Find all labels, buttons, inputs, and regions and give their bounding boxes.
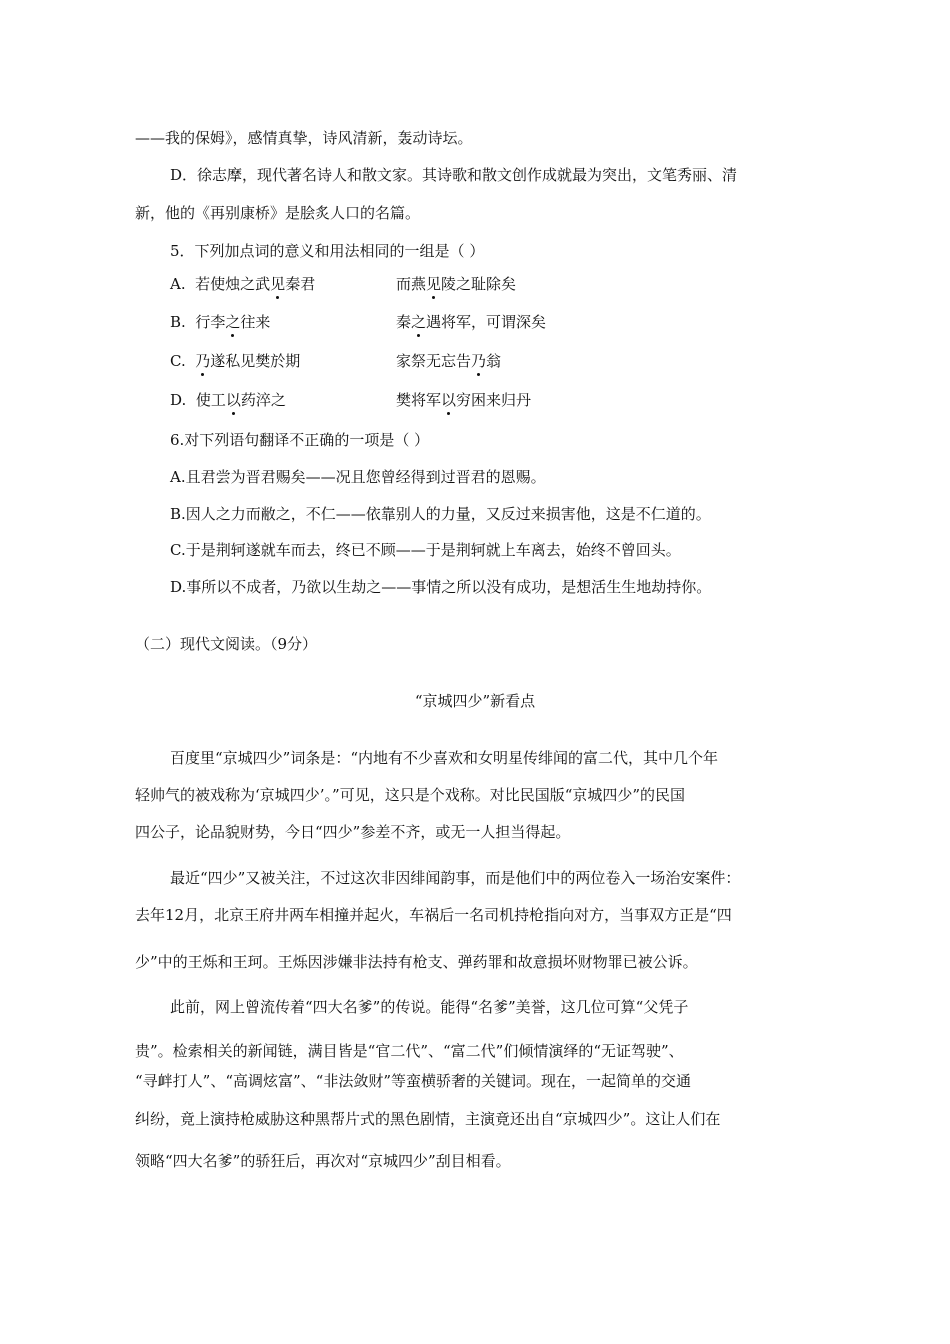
q5-row-c-left: C. 乃遂私见樊於期 (170, 352, 301, 370)
q5-row-d-right: 樊将军以穷困来归丹 (396, 391, 532, 409)
emphasis-dot-char: 见 (270, 275, 286, 293)
emphasis-dot-char: 以 (225, 391, 241, 409)
paragraph-line: 轻帅气的被戏称为‘京城四少’。”可见，这只是个戏称。对比民国版“京城四少”的民国 (135, 786, 686, 804)
paragraph-line: 纠纷，竟上演持枪威胁这种黑帮片式的黑色剧情，主演竟还出自“京城四少”。这让人们在 (135, 1110, 721, 1128)
question-6-stem: 6.对下列语句翻译不正确的一项是（ ） (170, 431, 430, 449)
paragraph-line: 最近“四少”又被关注，不过这次非因绯闻韵事，而是他们中的两位卷入一场治安案件： (170, 869, 741, 887)
q5-row-a-right: 而燕见陵之耻除矣 (396, 275, 517, 293)
article-title: “京城四少”新看点 (414, 692, 536, 710)
emphasis-dot-char: 见 (426, 275, 442, 293)
paragraph-line: 百度里“京城四少”词条是：“内地有不少喜欢和女明星传绯闻的富二代，其中几个年 (170, 749, 719, 767)
q6-option-b: B.因人之力而敝之，不仁——依靠别人的力量，又反过来损害他，这是不仁道的。 (170, 505, 711, 523)
emphasis-dot-char: 之 (225, 313, 241, 331)
intro-line-2: D．徐志摩，现代著名诗人和散文家。其诗歌和散文创作成就最为突出，文笔秀丽、清 (170, 166, 738, 184)
q5-row-b-label: B. (170, 313, 186, 331)
paragraph-line: “寻衅打人”、“高调炫富”、“非法敛财”等蛮横骄奢的关键词。现在，一起简单的交通 (135, 1072, 692, 1090)
paragraph-line: 四公子，论品貌财势，今日“四少”参差不齐，或无一人担当得起。 (135, 823, 571, 841)
q5-row-b-right: 秦之遇将军，可谓深矣 (396, 313, 547, 331)
q5-row-a-label: A. (170, 275, 186, 293)
q5-row-c-label: C. (170, 352, 186, 370)
q5-row-d-label: D. (170, 391, 187, 409)
paragraph-line: 贵”。检索相关的新闻链，满目皆是“官二代”、“富二代”们倾情演绎的“无证驾驶”、 (135, 1042, 684, 1060)
section-header: （二）现代文阅读。（9分） (135, 635, 318, 653)
q5-row-a-left: A. 若使烛之武见秦君 (170, 275, 316, 293)
question-5-stem: 5．下列加点词的意义和用法相同的一组是（ ） (170, 242, 485, 260)
q6-option-c: C.于是荆轲遂就车而去，终已不顾——于是荆轲就上车离去，始终不曾回头。 (170, 541, 681, 559)
paragraph-line: 领略“四大名爹”的骄狂后，再次对“京城四少”刮目相看。 (135, 1152, 511, 1170)
q5-row-d-left: D. 使工以药淬之 (170, 391, 286, 409)
q6-option-d: D.事所以不成者，乃欲以生劫之——事情之所以没有成功，是想活生生地劫持你。 (170, 578, 712, 596)
q5-row-b-left: B. 行李之往来 (170, 313, 271, 331)
emphasis-dot-char: 之 (411, 313, 427, 331)
intro-line-1: ——我的保姆》，感情真挚，诗风清新，轰动诗坛。 (135, 129, 473, 147)
q6-option-a: A.且君尝为晋君赐矣——况且您曾经得到过晋君的恩赐。 (170, 468, 546, 486)
paragraph-line: 少”中的王烁和王珂。王烁因涉嫌非法持有枪支、弹药罪和故意损坏财物罪已被公诉。 (135, 953, 698, 971)
emphasis-dot-char: 以 (441, 391, 457, 409)
emphasis-dot-char: 乃 (195, 352, 211, 370)
q5-row-c-right: 家祭无忘告乃翁 (396, 352, 502, 370)
paragraph-line: 去年12月，北京王府井两车相撞并起火，车祸后一名司机持枪指向对方，当事双方正是“四 (135, 906, 732, 924)
intro-line-3: 新，他的《再别康桥》是脍炙人口的名篇。 (135, 204, 421, 222)
emphasis-dot-char: 乃 (471, 352, 487, 370)
paragraph-line: 此前，网上曾流传着“四大名爹”的传说。能得“名爹”美誉，这几位可算“父凭子 (170, 998, 689, 1016)
